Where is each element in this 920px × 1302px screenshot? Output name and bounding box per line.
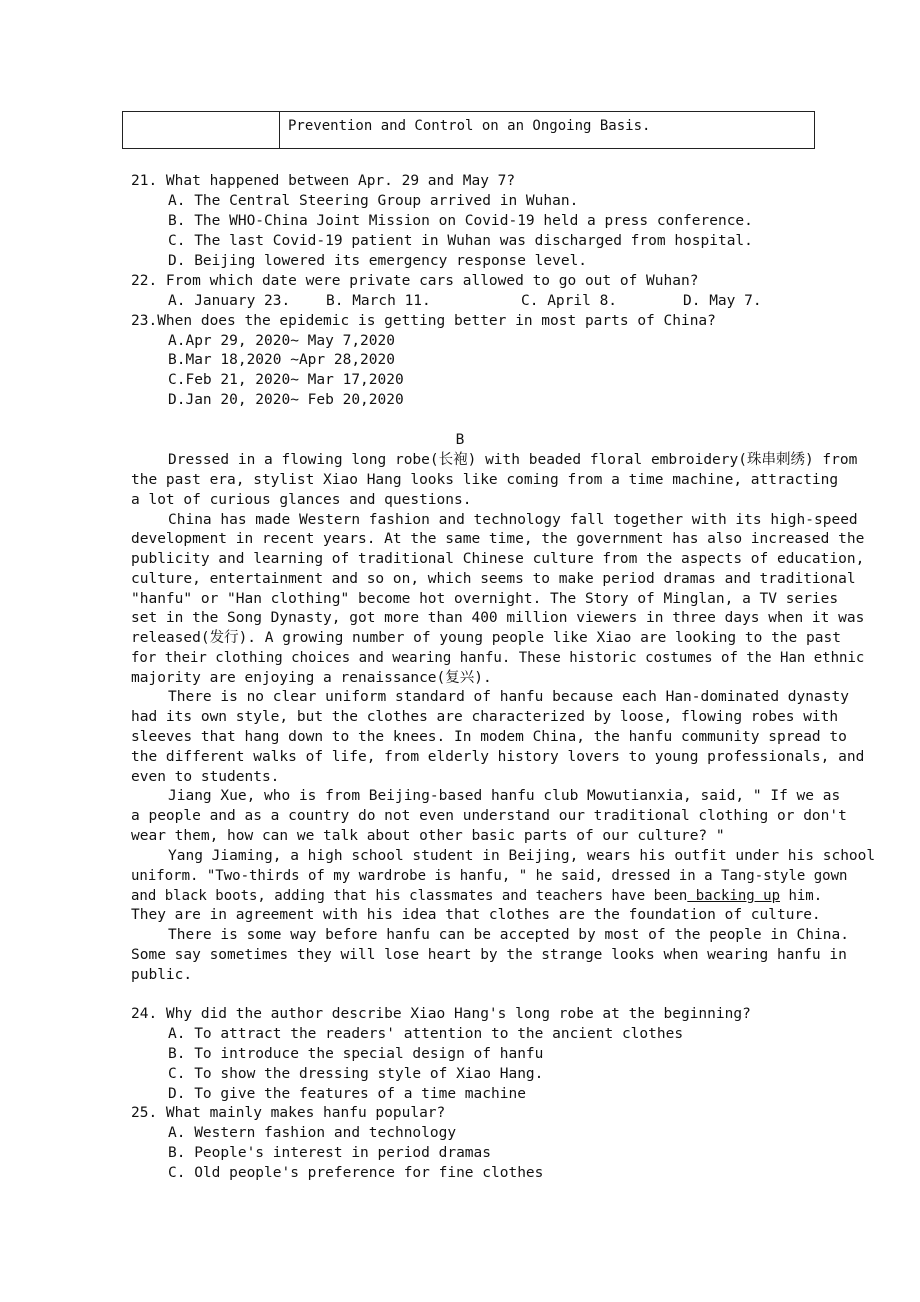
passage-line: China has made Western fashion and technology fall together with its high-speed: [168, 512, 858, 528]
passage-line: "hanfu" or "Han clothing" become hot overnight. The Story of Minglan, a TV series: [131, 591, 839, 607]
section-b-heading: B: [455, 432, 465, 448]
table-cell-right: Prevention and Control on an Ongoing Basis.: [288, 118, 651, 134]
question-23-option-c: C.Feb 21, 2020~ Mar 17,2020: [168, 372, 404, 388]
question-25-option-b: B. People's interest in period dramas: [168, 1145, 492, 1161]
passage-line: wear them, how can we talk about other basic parts of our culture? ": [131, 828, 725, 844]
question-21-option-b: B. The WHO-China Joint Mission on Covid-19 held a press conference.: [168, 213, 753, 229]
timeline-table-row: [122, 111, 815, 149]
passage-line: the different walks of life, from elderly history lovers to young professionals, and: [131, 749, 865, 765]
passage-line: uniform. "Two-thirds of my wardrobe is hanfu, " he said, dressed in a Tang-style gown: [131, 868, 848, 884]
question-24-option-c: C. To show the dressing style of Xiao Hang.: [168, 1066, 544, 1082]
question-24-stem: 24. Why did the author describe Xiao Hang's long robe at the beginning?: [131, 1006, 751, 1022]
question-21-option-c: C. The last Covid-19 patient in Wuhan was discharged from hospital.: [168, 233, 753, 249]
passage-line: development in recent years. At the same time, the government has also increased the: [131, 531, 865, 547]
passage-line: sleeves that hang down to the knees. In modem China, the hanfu community spread to: [131, 729, 847, 745]
passage-line: a people and as a country do not even understand our traditional clothing or don't: [131, 808, 847, 824]
question-22-option-c: C. April 8.: [521, 293, 618, 309]
passage-line: culture, entertainment and so on, which seems to make period dramas and traditional: [131, 571, 856, 587]
passage-line: for their clothing choices and wearing hanfu. These historic costumes of the Han ethnic: [131, 650, 865, 666]
question-23-stem: 23.When does the epidemic is getting better in most parts of China?: [131, 313, 716, 329]
passage-line: set in the Song Dynasty, got more than 400 million viewers in three days when it was: [131, 610, 865, 626]
passage-line: Dressed in a flowing long robe(长袍) with beaded floral embroidery(珠串刺绣) from: [168, 452, 858, 468]
passage-line: Some say sometimes they will lose heart by the strange looks when wearing hanfu in: [131, 947, 847, 963]
passage-line: There is no clear uniform standard of hanfu because each Han-dominated dynasty: [168, 689, 849, 705]
question-23-option-a: A.Apr 29, 2020~ May 7,2020: [168, 333, 395, 349]
passage-line: publicity and learning of traditional Chinese culture from the aspects of education,: [131, 551, 865, 567]
question-24-option-a: A. To attract the readers' attention to the ancient clothes: [168, 1026, 684, 1042]
underlined-phrase: backing up: [687, 888, 781, 904]
passage-line: They are in agreement with his idea that clothes are the foundation of culture.: [131, 907, 821, 923]
passage-line: even to students.: [131, 769, 280, 785]
passage-line: [131, 886, 822, 906]
question-22-option-a: A. January 23.: [168, 293, 291, 309]
question-21-option-a: A. The Central Steering Group arrived in Wuhan.: [168, 193, 579, 209]
question-21-stem: 21. What happened between Apr. 29 and May 7?: [131, 173, 516, 189]
passage-line: Jiang Xue, who is from Beijing-based hanfu club Mowutianxia, said, " If we as: [168, 788, 841, 804]
question-22-option-d: D. May 7.: [683, 293, 762, 309]
passage-line: public.: [131, 967, 193, 983]
question-22-option-b: B. March 11.: [326, 293, 431, 309]
question-24-option-b: B. To introduce the special design of hanfu: [168, 1046, 544, 1062]
passage-line: a lot of curious glances and questions.: [131, 492, 472, 508]
question-21-option-d: D. Beijing lowered its emergency response level.: [168, 253, 588, 269]
passage-text: and black boots, adding that his classmates and teachers have been: [131, 888, 688, 904]
passage-line: Yang Jiaming, a high school student in Beijing, wears his outfit under his school: [168, 848, 876, 864]
table-divider: [279, 112, 280, 148]
passage-line: majority are enjoying a renaissance(复兴).: [131, 670, 492, 686]
passage-text: him.: [780, 888, 823, 904]
question-25-option-c: C. Old people's preference for fine clothes: [168, 1165, 544, 1181]
passage-line: There is some way before hanfu can be accepted by most of the people in China.: [168, 927, 849, 943]
question-24-option-d: D. To give the features of a time machine: [168, 1086, 526, 1102]
passage-line: had its own style, but the clothes are characterized by loose, flowing robes with: [131, 709, 839, 725]
question-23-option-b: B.Mar 18,2020 ~Apr 28,2020: [168, 352, 395, 368]
question-25-stem: 25. What mainly makes hanfu popular?: [131, 1105, 446, 1121]
question-22-stem: 22. From which date were private cars allowed to go out of Wuhan?: [131, 273, 699, 289]
passage-line: the past era, stylist Xiao Hang looks like coming from a time machine, attracting: [131, 472, 839, 488]
passage-line: released(发行). A growing number of young people like Xiao are looking to the past: [131, 630, 841, 646]
question-23-option-d: D.Jan 20, 2020~ Feb 20,2020: [168, 392, 404, 408]
question-25-option-a: A. Western fashion and technology: [168, 1125, 457, 1141]
